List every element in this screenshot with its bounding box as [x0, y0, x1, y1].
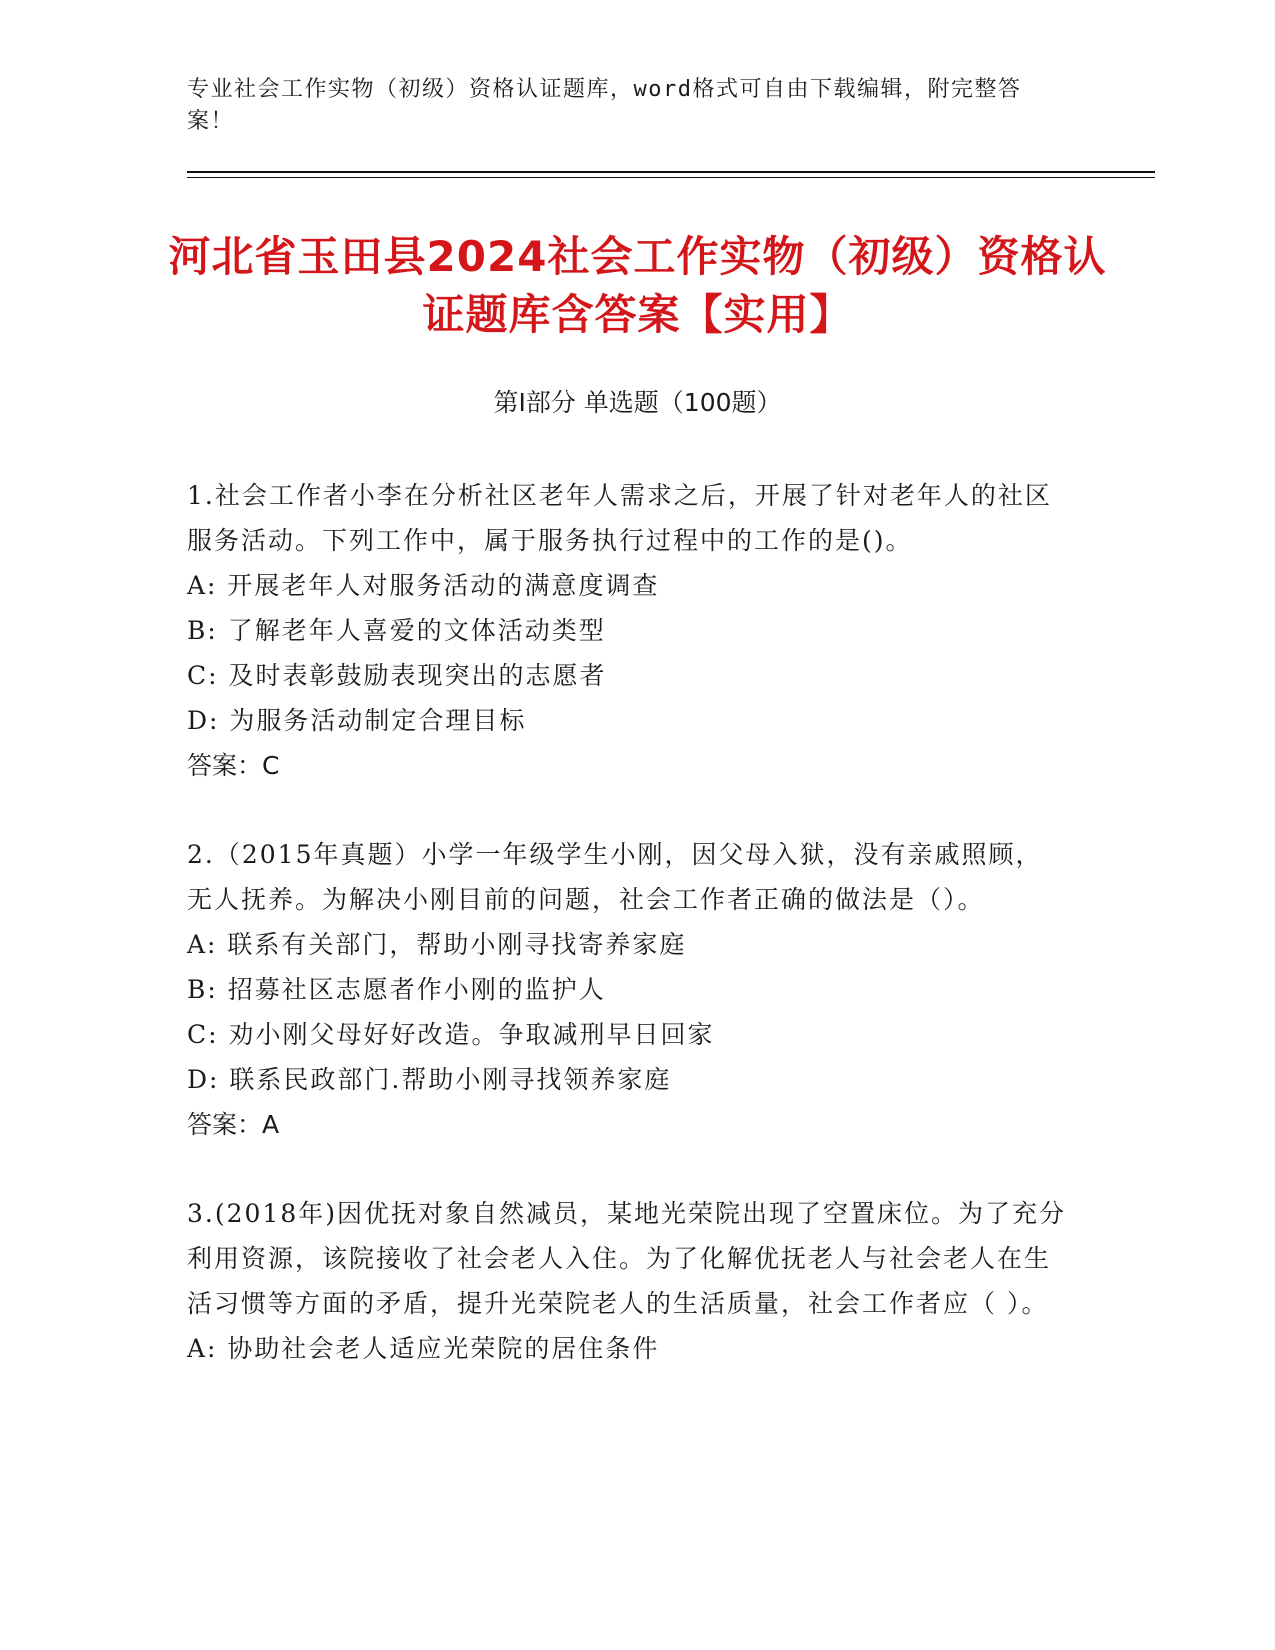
question-stem: 2.（2015年真题）小学一年级学生小刚，因父母入狱，没有亲戚照顾，无人抚养。为解决小刚目前的问题，社会工作者正确的做法是（）。	[187, 840, 1043, 914]
section-heading: 第Ⅰ部分 单选题（100题）	[493, 388, 782, 417]
question-list	[187, 473, 1067, 1415]
question-1	[187, 473, 1067, 788]
header-note: 专业社会工作实物（初级）资格认证题库，word格式可自由下载编辑，附完整答案！	[187, 77, 1022, 134]
question-2	[187, 832, 1067, 1147]
answer: 答案：C	[187, 751, 280, 780]
question-3	[187, 1191, 1067, 1371]
answer: 答案：A	[187, 1110, 280, 1139]
option-a: A: 联系有关部门，帮助小刚寻找寄养家庭	[187, 930, 687, 959]
option-b: B: 招募社区志愿者作小刚的监护人	[187, 975, 606, 1004]
option-b: B: 了解老年人喜爱的文体活动类型	[187, 616, 606, 645]
option-c: C: 及时表彰鼓励表现突出的志愿者	[187, 661, 607, 690]
option-a: A: 协助社会老人适应光荣院的居住条件	[187, 1334, 660, 1363]
header-rule-thin	[187, 177, 1155, 178]
header-rule-thick	[187, 171, 1155, 173]
option-c: C: 劝小刚父母好好改造。争取减刑早日回家	[187, 1020, 715, 1049]
question-stem: 1.社会工作者小李在分析社区老年人需求之后，开展了针对老年人的社区服务活动。下列工作中，属于服务执行过程中的工作的是()。	[187, 481, 1052, 555]
option-d: D: 为服务活动制定合理目标	[187, 706, 527, 735]
document-title: 河北省玉田县2024社会工作实物（初级）资格认证题库含答案【实用】	[168, 232, 1107, 339]
option-a: A: 开展老年人对服务活动的满意度调查	[187, 571, 660, 600]
question-stem: 3.(2018年)因优抚对象自然减员，某地光荣院出现了空置床位。为了充分利用资源，该院接收了社会老人入住。为了化解优抚老人与社会老人在生活习惯等方面的矛盾，提升光荣院老人的生活质量，社会工作者应（ ）。	[187, 1199, 1066, 1318]
option-d: D: 联系民政部门.帮助小刚寻找领养家庭	[187, 1065, 672, 1094]
